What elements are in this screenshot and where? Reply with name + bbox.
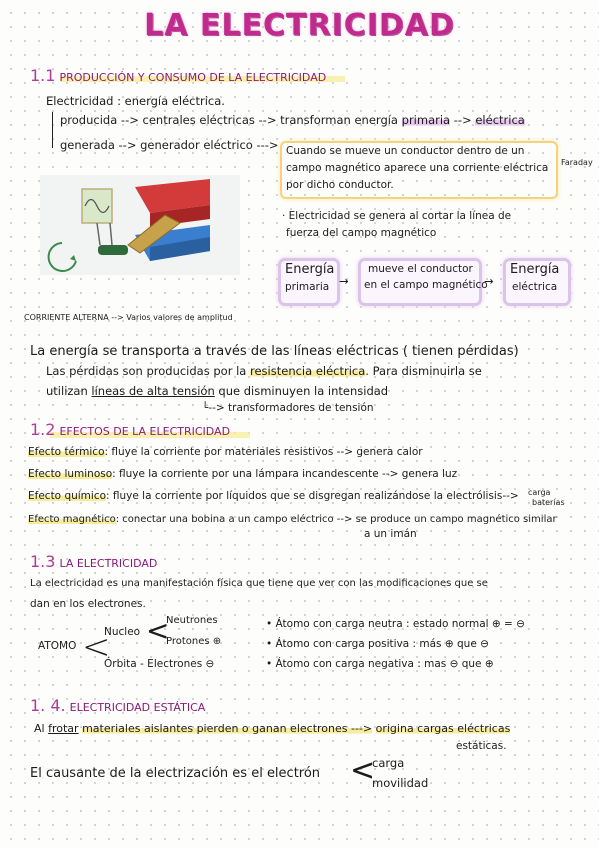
nucleus-brace: <: [146, 614, 170, 647]
generator-illustration: [40, 175, 240, 275]
faraday-label: Faraday: [561, 158, 593, 167]
arrow: -->: [453, 113, 472, 127]
static-line-1: [34, 722, 510, 735]
orbit-label: Órbita - Electrones ⊖: [104, 658, 215, 670]
effect-name: Efecto químico: [28, 490, 107, 502]
producida-text: --> centrales eléctricas --> transforman energía: [120, 113, 398, 127]
section-4-heading: [30, 696, 205, 715]
transport-line-4: └--> transformadores de tensión: [202, 402, 374, 414]
primaria-label: primaria: [401, 113, 451, 127]
electrica-label: eléctrica: [475, 113, 525, 127]
flow-2-line-b: en el campo magnético: [364, 279, 488, 291]
effect-name: Efecto térmico: [28, 446, 105, 458]
flow-arrow-2: →: [484, 274, 494, 288]
static-estaticas: estáticas.: [456, 740, 507, 752]
rotor-shaft: [98, 245, 128, 255]
atom-label: ATOMO: [38, 640, 77, 652]
producida-label: producida: [60, 113, 118, 127]
static-line-2: El causante de la electrización es el electrón: [30, 766, 321, 781]
section-1-heading: [30, 66, 326, 85]
effect-desc: : conectar una bobina a un campo eléctrico --> se produce un campo magnético similar: [115, 514, 557, 525]
effect-desc: : fluye la corriente por líquidos que se disgregan realizándose la electrólisis-->: [106, 490, 519, 502]
effect-chemical-baterias: baterías: [532, 498, 565, 507]
section-number: 1.3: [30, 552, 56, 571]
producida-line: [60, 113, 525, 127]
transport-line-1: La energía se transporta a través de las líneas eléctricas ( tienen pérdidas): [30, 344, 519, 359]
section-2-heading: [30, 420, 230, 439]
cargas-highlight: origina cargas eléctricas: [375, 722, 511, 735]
effect-name: Efecto luminoso: [28, 468, 113, 480]
section-title: ELECTRICIDAD ESTÁTICA: [69, 701, 206, 714]
effect-desc: : fluye la corriente por una lámpara incandescente --> genera luz: [112, 468, 458, 480]
flow-1-line-a: Energía: [285, 262, 335, 277]
electron-brace: <: [350, 753, 376, 788]
faraday-line-3: por dicho conductor.: [286, 179, 394, 191]
effect-luminous: [28, 468, 457, 480]
movilidad-label: movilidad: [372, 776, 429, 790]
section-number: 1.2: [30, 420, 56, 439]
positive-atom: • Átomo con carga positiva : más ⊕ que ⊖: [266, 638, 489, 650]
nucleus-label: Nucleo: [104, 626, 141, 638]
flow-arrow-1: →: [339, 274, 349, 288]
transport-text: Las pérdidas son producidas por la: [46, 364, 247, 378]
static-text: Al: [34, 722, 45, 735]
transport-line-2: [46, 364, 482, 378]
section-title: EFECTOS DE LA ELECTRICIDAD: [59, 425, 231, 438]
electricity-definition-2: dan en los electrones.: [30, 598, 146, 610]
frotar-underlined: frotar: [48, 722, 79, 735]
neutrons-label: Neutrones: [166, 615, 218, 626]
section-title: PRODUCCIÓN Y CONSUMO DE LA ELECTRICIDAD: [59, 71, 327, 84]
flow-1-line-b: primaria: [285, 281, 330, 293]
transport-text: que disminuyen la intensidad: [218, 384, 389, 398]
flow-3-line-b: eléctrica: [512, 281, 558, 293]
carga-label: carga: [372, 756, 405, 770]
transport-text: utilizan: [46, 384, 88, 398]
transport-line-3: [46, 384, 388, 398]
bracket: [52, 112, 53, 148]
neutral-atom: • Átomo con carga neutra : estado normal ⊕ = ⊖: [266, 618, 525, 630]
effect-magnetic: [28, 514, 557, 525]
faraday-line-1: Cuando se mueve un conductor dentro de un: [286, 145, 525, 157]
corriente-alterna: CORRIENTE ALTERNA --> Varios valores de amplitud: [24, 313, 233, 322]
static-highlight: materiales aislantes pierden o ganan electrones --->: [82, 722, 373, 735]
generation-line-2: fuerza del campo magnético: [286, 227, 437, 239]
page-title: LA ELECTRICIDAD: [144, 8, 455, 43]
alta-tension-underlined: líneas de alta tensión: [91, 384, 215, 398]
effect-name: Efecto magnético: [28, 514, 116, 525]
section-title: LA ELECTRICIDAD: [59, 557, 158, 570]
transport-text: . Para disminuirla se: [365, 364, 482, 378]
effect-magnetic-iman: a un imán: [364, 528, 417, 540]
negative-atom: • Átomo con carga negativa : mas ⊖ que ⊕: [266, 658, 494, 670]
section-number: 1.1: [30, 66, 56, 85]
resistencia-highlight: resistencia eléctrica: [250, 364, 366, 378]
flow-2-line-a: mueve el conductor: [368, 263, 473, 275]
effect-chemical: [28, 490, 519, 502]
effect-thermal: [28, 446, 423, 458]
generation-line-1: · Electricidad se genera al cortar la línea de: [282, 210, 512, 222]
effect-chemical-carga: carga: [528, 488, 551, 497]
electricity-definition-1: La electricidad es una manifestación física que tiene que ver con las modificaciones que se: [30, 578, 488, 589]
effect-desc: : fluye la corriente por materiales resistivos --> genera calor: [104, 446, 423, 458]
atom-brace: <: [82, 627, 111, 667]
definition: Electricidad : energía eléctrica.: [46, 94, 225, 108]
section-number: 1. 4.: [30, 696, 66, 715]
faraday-line-2: campo magnético aparece una corriente eléctrica: [286, 162, 549, 174]
generada-line: generada --> generador eléctrico --->: [60, 138, 279, 152]
flow-3-line-a: Energía: [510, 262, 560, 277]
protons-label: Protones ⊕: [166, 636, 222, 647]
section-3-heading: [30, 552, 157, 571]
